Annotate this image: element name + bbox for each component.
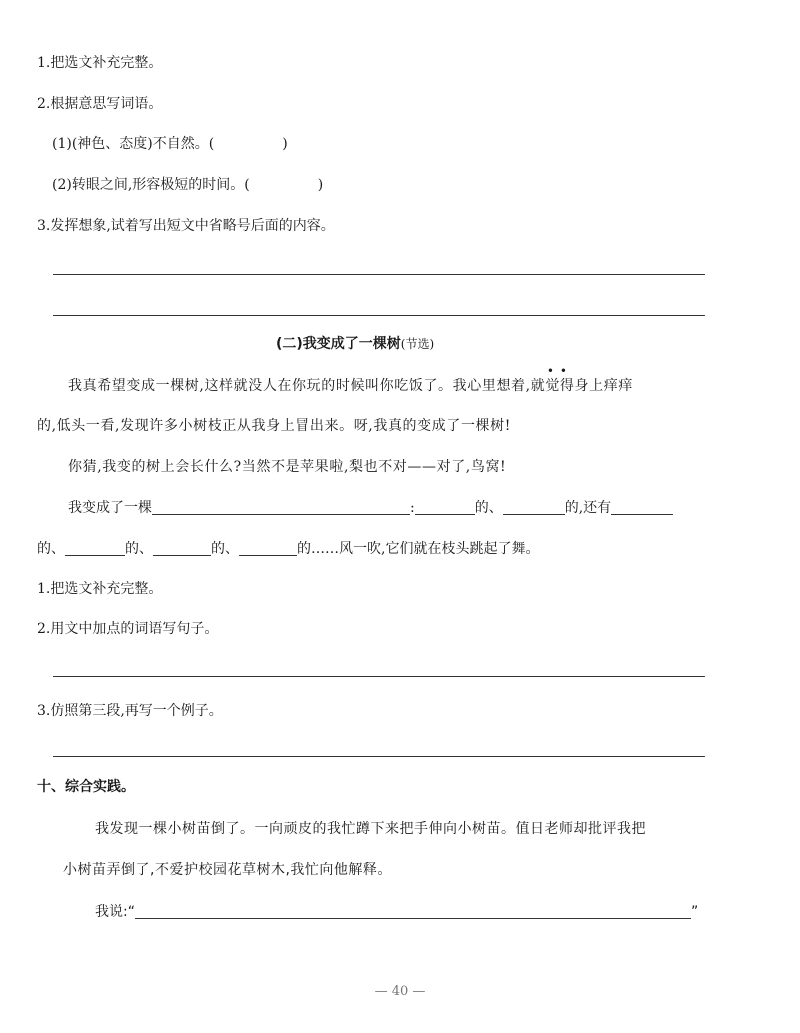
question-2-write-words: 2.根据意思写词语。: [37, 96, 163, 112]
answer-line[interactable]: [53, 315, 705, 316]
blank-4[interactable]: [65, 541, 125, 556]
practice-paragraph-line-2: 小树苗弄倒了,不爱护校园花草树木,我忙向他解释。: [63, 862, 392, 878]
blank-5[interactable]: [153, 541, 211, 556]
passage-title-main: (二)我变成了一棵树: [276, 336, 401, 352]
question-2-item-1: [52, 137, 288, 151]
de-4: 的、: [125, 541, 153, 557]
p1-text: 我真希望变成一棵树,这样就没人在你玩的时候叫你吃饭了。我心里想着,就: [68, 378, 546, 394]
dotted-word: •• 觉得: [545, 364, 575, 394]
section-heading-practice: 十、综合实践。: [37, 779, 135, 795]
practice-answer-row: [95, 904, 698, 919]
prompt-i-said: 我说:“: [95, 904, 135, 920]
p3-start: 我变成了一棵: [68, 500, 152, 516]
de-2: 的,还有: [564, 500, 612, 516]
question-2-item-2: [52, 178, 323, 192]
blank-explanation[interactable]: [135, 904, 691, 919]
blank-6[interactable]: [239, 541, 297, 556]
practice-paragraph-line-1: 我发现一棵小树苗倒了。一向顽皮的我忙蹲下来把手伸向小树苗。值日老师却批评我把: [95, 821, 646, 837]
passage-paragraph-3-line-1: [68, 500, 673, 515]
item-2-close-paren: ): [317, 177, 324, 193]
de-3: 的、: [37, 541, 65, 557]
answer-line[interactable]: [53, 676, 705, 677]
passage-paragraph-1-line-1: [68, 364, 633, 394]
blank-1[interactable]: [415, 500, 475, 515]
item-1-close-paren: ): [282, 136, 288, 152]
question-1-fill-text: 1.把选文补充完整。: [37, 55, 163, 71]
passage-title-note: (节选): [400, 337, 435, 351]
passage-paragraph-1-line-2: 的,低头一看,发现许多小树枝正从我身上冒出来。呀,我真的变成了一棵树!: [37, 418, 511, 434]
de-5: 的、: [211, 541, 239, 557]
question-3-imagine: 3.发挥想象,试着写出短文中省略号后面的内容。: [37, 218, 335, 234]
p3-colon: :: [410, 500, 415, 516]
passage-paragraph-2: 你猜,我变的树上会长什么?当然不是苹果啦,梨也不对——对了,鸟窝!: [68, 459, 507, 475]
blank-3[interactable]: [611, 500, 673, 515]
close-quote: ”: [690, 904, 699, 920]
question-2-make-sentence: 2.用文中加点的词语写句子。: [37, 621, 219, 637]
answer-line[interactable]: [53, 274, 705, 275]
item-2-text: (2)转眼之间,形容极短的时间。(: [52, 177, 250, 193]
page-number: — 40 —: [374, 984, 426, 999]
item-1-text: (1)(神色、态度)不自然。(: [52, 136, 215, 152]
passage-paragraph-3-line-2: [37, 541, 539, 556]
blank-tree-type[interactable]: [152, 500, 410, 515]
question-1-fill-text: 1.把选文补充完整。: [37, 581, 163, 597]
de-1: 的、: [474, 500, 503, 516]
blank-2[interactable]: [503, 500, 565, 515]
question-3-imitate: 3.仿照第三段,再写一个例子。: [37, 703, 223, 719]
de-final: 的……风一吹,它们就在枝头跳起了舞。: [297, 541, 540, 557]
p1-text-end: 身上痒痒: [574, 378, 633, 394]
passage-title: [276, 337, 434, 351]
emphasis-dots: ••: [546, 364, 573, 378]
answer-line[interactable]: [53, 756, 705, 757]
